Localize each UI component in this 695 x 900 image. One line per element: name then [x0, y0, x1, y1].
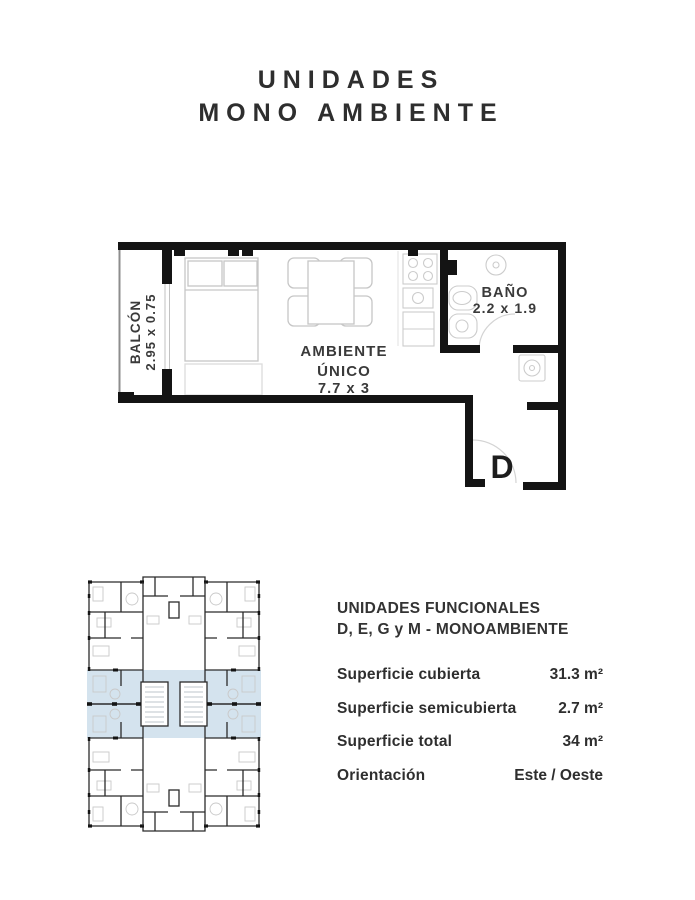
unit-d-floor-plan — [117, 240, 567, 493]
info-heading — [337, 598, 603, 640]
balcony-dimensions: 2.95 x 0.75 — [143, 293, 158, 371]
row-label: Superficie total — [337, 733, 453, 750]
surface-table — [337, 666, 603, 785]
page-title-line2: MONO AMBIENTE — [198, 99, 504, 127]
table-row-orientacion — [337, 767, 603, 785]
info-heading-line2: D, E, G y M - MONOAMBIENTE — [337, 621, 569, 638]
bathroom-fixtures — [449, 255, 545, 381]
page-title-line1: UNIDADES — [257, 66, 445, 94]
page-title — [0, 64, 695, 130]
row-value: Este / Oeste — [514, 766, 603, 784]
balcony-door-glass — [165, 284, 170, 369]
info-panel — [337, 598, 603, 800]
key-plan-column-ticks — [88, 580, 260, 671]
table-row-superficie-cubierta — [337, 666, 603, 684]
bathroom-dimensions: 2.2 x 1.9 — [472, 300, 538, 316]
room-label-line2: ÚNICO — [317, 363, 371, 380]
bathroom-label: BAÑO — [481, 285, 529, 301]
dining-set — [288, 258, 372, 326]
row-label: Orientación — [337, 766, 426, 784]
kitchen-fixtures — [398, 251, 437, 346]
table-row-superficie-total — [337, 733, 603, 751]
row-value: 2.7 m² — [558, 699, 603, 717]
bed-furniture — [185, 258, 262, 395]
balcony-label: BALCÓN — [128, 299, 143, 365]
info-heading-line1: UNIDADES FUNCIONALES — [337, 600, 541, 617]
row-value: 31.3 m² — [549, 666, 603, 683]
room-dimensions: 7.7 x 3 — [317, 381, 371, 397]
table-row-superficie-semicubierta — [337, 700, 603, 718]
row-label: Superficie semicubierta — [337, 699, 517, 717]
row-label: Superficie cubierta — [337, 666, 481, 683]
unit-letter: D — [490, 449, 514, 485]
room-label-line1: AMBIENTE — [300, 343, 388, 360]
row-value: 34 m² — [562, 733, 603, 750]
building-key-plan — [85, 574, 263, 832]
